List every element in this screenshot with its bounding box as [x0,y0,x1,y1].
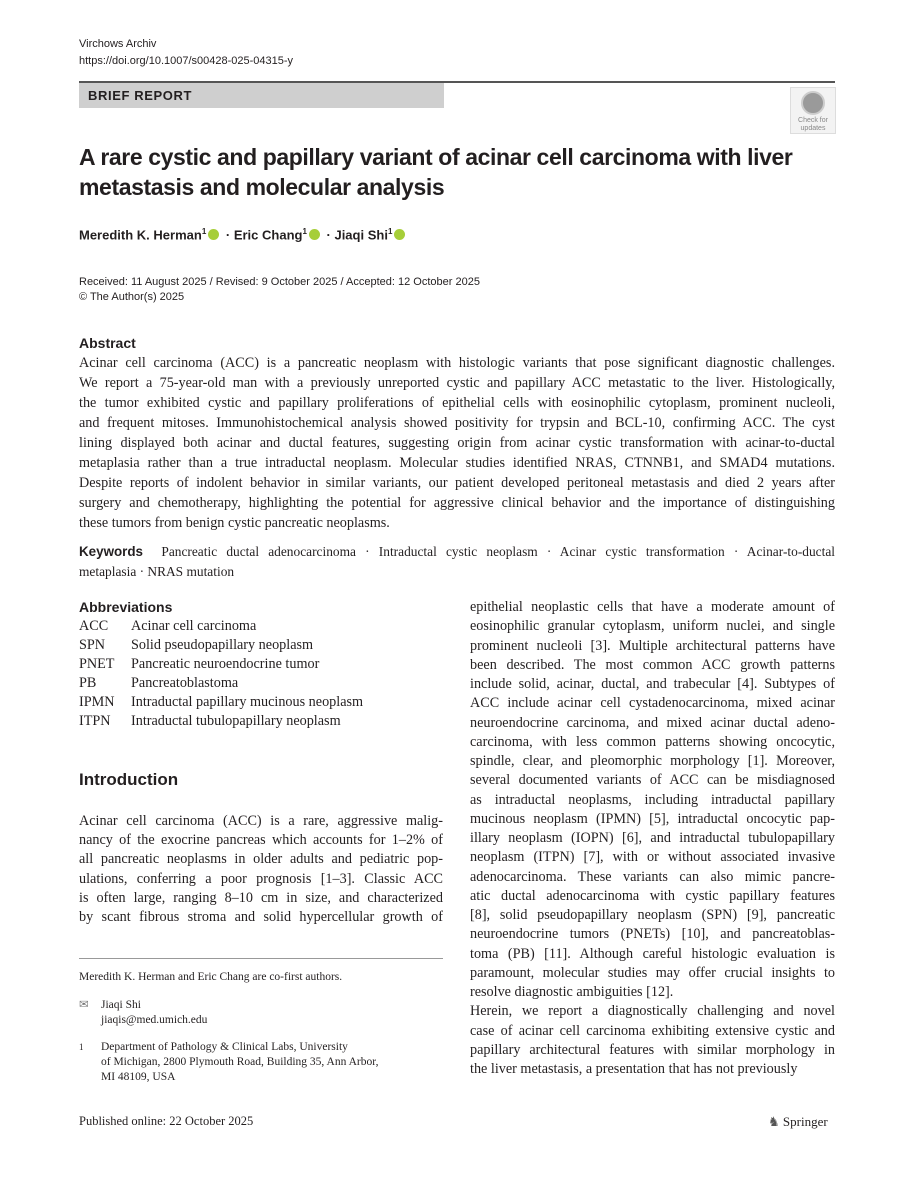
journal-header [79,36,293,70]
text-line: mucinous neoplasm (IPMN) [5], intraductal oncocytic pap- [470,810,835,827]
keywords-text: Pancreatic ductal adenocarcinoma · Intraductal cystic neoplasm · Acinar cystic transformation · Acinar-to-ductal [161,544,835,559]
abbreviation-row [79,617,363,636]
footnote-rule [79,958,443,959]
text-line: is often large, ranging 8–10 cm in size, and characterized [79,889,443,906]
text-line: several documented variants of ACC can be misdiagnosed [470,772,835,789]
abstract [79,333,835,533]
text-line: surgery and chemotherapy, highlighting the potential for aggressive clinical behavior and the importance of distinguishing [79,495,835,511]
footnotes [79,964,443,1085]
abbreviation-row [79,655,363,674]
abbreviation-row [79,636,363,655]
history-dates: Received: 11 August 2025 / Revised: 9 October 2025 / Accepted: 12 October 2025 [79,276,480,288]
text-line: carcinoma, with less common patterns showing oncocytic, [470,733,835,750]
text-line: eosinophilic granular cytoplasm, uniform nuclei, and single [470,618,835,635]
text-line: include solid, acinar, ductal, and trabecular [4]. Subtypes of [470,676,835,692]
introduction-left-column [79,812,443,927]
abbreviation-definition: Intraductal tubulopapillary neoplasm [131,713,341,729]
abbreviation-definition: Pancreatic neuroendocrine tumor [131,656,320,672]
text-line: by scant fibrous stroma and solid hypercellular growth of [79,909,443,926]
article-title [79,142,792,202]
check-updates-label: Check for [798,117,828,124]
text-line: ACC include acinar cell cystadenocarcinoma, mixed acinar [470,695,835,712]
abbreviation: IPMN [79,694,115,710]
orcid-icon[interactable] [309,229,320,240]
author-name[interactable]: Jiaqi Shi [334,227,388,243]
author-list [79,227,408,242]
text-line: ulations, conferring a poor prognosis [1–3]. Classic ACC [79,870,443,887]
abbreviation-definition: Intraductal papillary mucinous neoplasm [131,694,364,710]
text-line: all pancreatic neoplasms in older adults and pediatric pop- [79,851,443,868]
article-type-band [79,83,444,108]
text-line: these tumors from benign cystic pancreatic neoplasms. [79,515,390,531]
orcid-icon[interactable] [394,229,405,240]
published-date: Published online: 22 October 2025 [79,1114,254,1128]
corresponding-email[interactable]: jiaqis@med.umich.edu [101,1014,208,1026]
keywords-line [79,542,835,562]
envelope-icon: ✉ [79,999,89,1011]
journal-name: Virchows Archiv [79,38,157,50]
text-line: nancy of the exocrine pancreas which accounts for 1–2% of [79,832,443,849]
springer-horse-icon: ♞ [768,1114,780,1129]
title-line: metastasis and molecular analysis [79,174,445,200]
abbreviation: ITPN [79,713,111,729]
text-line: papillary architectural features with similar morphology in [470,1041,835,1058]
affiliation [79,1040,443,1085]
abbreviations [79,598,363,731]
author-name[interactable]: Meredith K. Herman [79,227,202,243]
text-line: illary neoplasm (IOPN) [6], and intraductal tubulopapillary [470,830,835,846]
text-line: been described. The most common ACC growth patterns [470,656,835,673]
text-line: neoplasm (ITPN) [7], with or without associated invasive [470,849,835,866]
text-line: atic ductal adenocarcinoma with cystic papillary features [470,887,835,904]
text-line: resolve diagnostic ambiguities [12]. [470,984,674,1000]
publisher-name: Springer [782,1114,828,1129]
affiliation-marker: 1 [387,227,393,236]
text-line: epithelial neoplastic cells that have a moderate amount of [470,599,835,615]
abstract-heading: Abstract [79,335,136,351]
text-line: spindle, clear, and pleomorphic morphology [1]. Moreover, [470,753,835,769]
text-line: lining displayed both acinar and ductal features, suggesting origin from acinar cystic transformation with acinar-to-ductal [79,435,835,451]
affiliation-marker: 1 [201,227,207,236]
text-line: neuroendocrine tumors (PNETs) [10], and pancreatoblas- [470,926,835,943]
introduction-right-column [470,598,835,1079]
text-line: paramount, molecular studies may offer crucial insights to [470,964,835,981]
abbreviation-definition: Acinar cell carcinoma [131,618,257,634]
text-line: [8], solid pseudopapillary neoplasm (SPN) [9], pancreatic [470,907,835,923]
check-updates-label-2: updates [800,125,826,132]
text-line: Acinar cell carcinoma (ACC) is a rare, aggressive malig- [79,813,443,829]
text-line: case of acinar cell carcinoma exhibiting extensive cystic and [470,1022,835,1039]
correspondence [79,998,443,1028]
abstract-body [79,353,835,533]
keywords [79,542,835,582]
abbreviation: ACC [79,618,109,634]
article-dates [79,275,480,305]
text-line: the tumor exhibited cystic and papillary proliferations of epithelial cells with eosinophilic cytoplasm, prominent nucleoli, [79,395,835,411]
text-line: and frequent mitoses. Immunohistochemical analysis showed positivity for trypsin and BCL-10, confirming ACC. The cyst [79,415,835,431]
text-line: the liver metastasis, a presentation that has not previously [470,1061,798,1077]
keywords-line [79,562,835,582]
title-line: A rare cystic and papillary variant of acinar cell carcinoma with liver [79,144,793,170]
check-for-updates-button[interactable] [790,87,836,134]
author-separator: · [222,227,234,243]
abbreviations-heading: Abbreviations [79,599,173,615]
abbreviation: PNET [79,656,115,672]
orcid-icon[interactable] [208,229,219,240]
text-line: Herein, we report a diagnostically challenging and novel [470,1003,835,1020]
check-updates-icon [801,91,825,115]
article-type: BRIEF REPORT [88,88,192,103]
text-line: as intraductal neoplasms, including intraductal papillary [470,791,835,808]
text-line: of Michigan, 2800 Plymouth Road, Building 35, Ann Arbor, [101,1056,379,1068]
text-line: Department of Pathology & Clinical Labs, University [101,1041,348,1053]
text-line: toma (PB) [11]. Although careful histologic evaluation is [470,945,835,962]
abbreviation-definition: Pancreatoblastoma [131,675,239,691]
text-line: We report a 75-year-old man with a previously unreported cystic and papillary ACC metastatic to the liver. Histologically, [79,375,835,391]
keywords-body [79,542,835,582]
author-name[interactable]: Eric Chang [233,227,303,243]
abbreviation-row [79,712,363,731]
keywords-text: metaplasia · NRAS mutation [79,564,235,579]
text-line: Acinar cell carcinoma (ACC) is a pancreatic neoplasm with histologic variants that pose significant diagnostic challenges. [79,355,835,371]
introduction-heading: Introduction [79,770,179,789]
publisher-logo [768,1114,828,1130]
abbreviation: SPN [79,637,106,653]
keywords-heading: Keywords [79,544,143,559]
text-line: Despite reports of indolent behavior in similar variants, our patient developed peritoneal metastasis and died 2 years after [79,475,835,491]
cofirst-note: Meredith K. Herman and Eric Chang are co-first authors. [79,971,343,983]
corresponding-author: Jiaqi Shi [101,999,141,1011]
text-line: neuroendocrine carcinoma, and mixed acinar ductal adeno- [470,714,835,731]
affiliation-number: 1 [79,1042,84,1052]
text-line: metaplasia rather than a true intraductal neoplasm. Molecular studies identified NRAS, CTNNB1, and SMAD4 mutations. [79,455,835,471]
copyright: © The Author(s) 2025 [79,291,185,303]
affiliation-marker: 1 [302,227,307,236]
abbreviation-row [79,674,363,693]
text-line: MI 48109, USA [101,1071,176,1083]
author-separator: · [322,227,335,243]
text-line: prominent nucleoli [3]. Multiple architectural patterns have [470,637,835,654]
text-line: adenocarcinoma. These variants can also mimic pancre- [470,868,835,885]
abbreviation-definition: Solid pseudopapillary neoplasm [131,637,314,653]
abbreviation-row [79,693,363,712]
abbreviation: PB [79,675,97,691]
doi-link[interactable]: https://doi.org/10.1007/s00428-025-04315-y [79,55,294,67]
